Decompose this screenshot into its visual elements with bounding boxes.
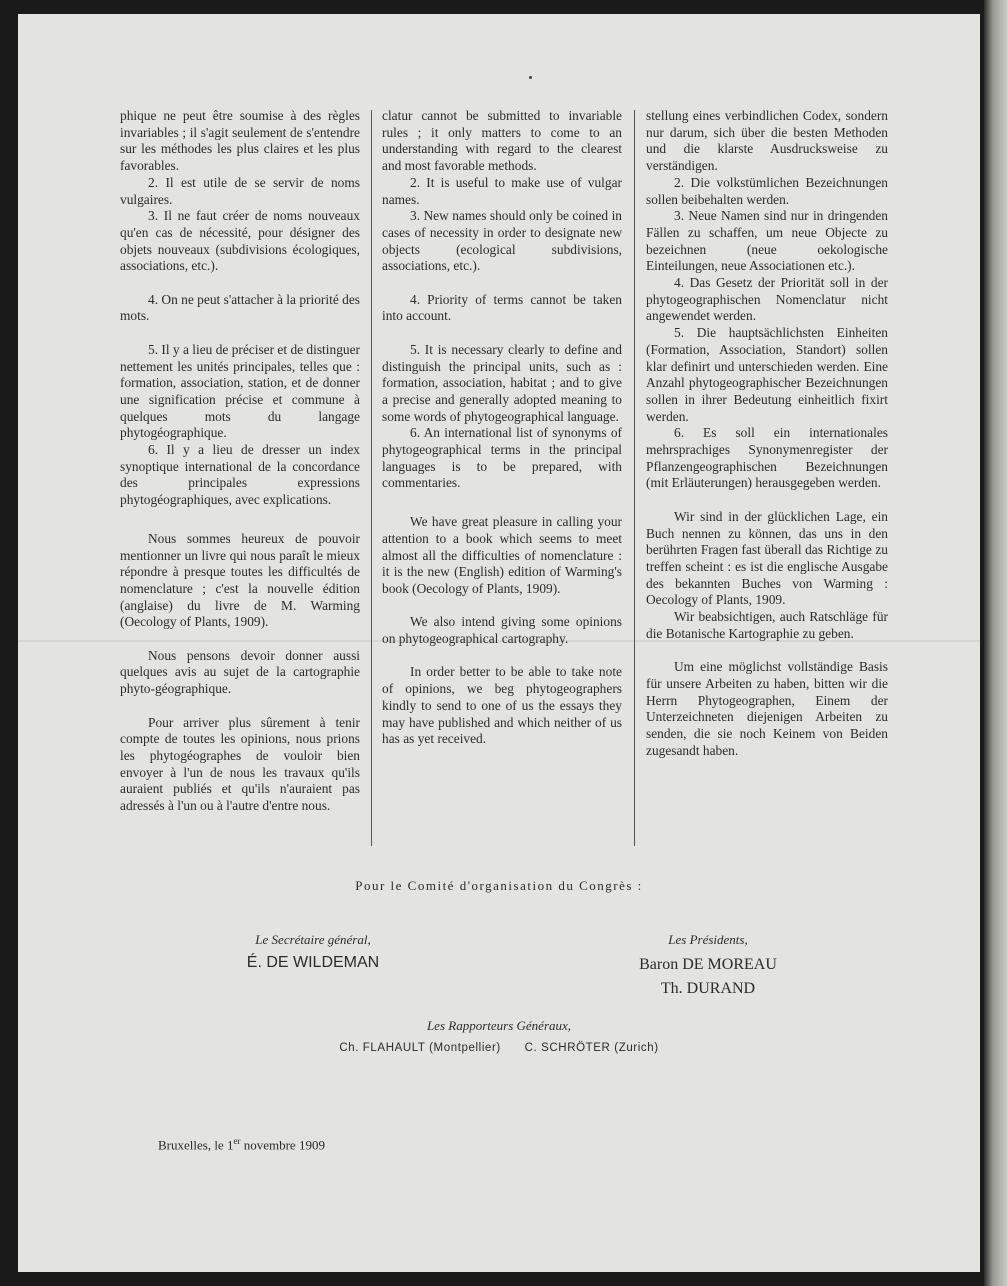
page-mark-dot [529, 76, 532, 79]
date-suffix: novembre 1909 [240, 1137, 325, 1153]
fr-para-6: Nous sommes heureux de pouvoir mentionner un livre qui nous paraît le mieux répondre à presque toutes les difficultés de nomenclature ; c'est la nouvelle édition (anglaise) du livre de M. Warming (Oecology of Plants, 1909). [120, 530, 360, 630]
de-para-1: 2. Die volkstümlichen Bezeichnungen sollen beibehalten werden. [646, 174, 888, 207]
committee-heading: Pour le Comité d'organisation du Congrès : [355, 878, 643, 893]
president-name-2: Th. DURAND [660, 980, 756, 997]
en-para-3: 4. Priority of terms cannot be taken into account. [382, 291, 622, 324]
de-para-3: 4. Das Gesetz der Priorität soll in der phytogeographischen Nomenclatur nicht angewendet werden. [646, 275, 888, 324]
fr-para-0: phique ne peut être soumise à des règles invariables ; il s'agit seulement de s'entendre sur les méthodes les plus claires et les plus favorables. [120, 108, 360, 174]
column-divider-1 [371, 110, 372, 846]
en-para-4: 5. It is necessary clearly to define and distinguish the principal units, such as : formation, association, habitat ; and to give a precise and generally adopted meaning to some words of phytogeographical language. [382, 341, 622, 424]
secretary-role: Le Secrétaire général, [255, 932, 371, 947]
en-para-6: We have great pleasure in calling your attention to a book which seems to meet almost all the difficulties of nomenclature : it is the new (English) edition of Warming's book (Oecology of Plants, 1909). [382, 514, 622, 596]
german-column [646, 108, 888, 759]
adjacent-page-edge [984, 0, 1007, 1286]
place-date [158, 1136, 325, 1153]
rapporteurs-names [18, 1042, 980, 1054]
de-para-7: Wir beabsichtigen, auch Ratschläge für die Botanische Kartographie zu geben. [646, 609, 888, 641]
en-para-0: clatur cannot be submitted to invariable rules ; it only matters to come to an understanding with regard to the clearest and most favorable methods. [382, 108, 622, 174]
president-name-1: Baron DE MOREAU [639, 956, 777, 973]
en-para-2: 3. New names should only be coined in cases of necessity in order to designate new objects (ecological subdivisions, associations, etc.). [382, 208, 622, 274]
date-prefix: Bruxelles, le 1 [158, 1137, 234, 1153]
fr-para-2: 3. Il ne faut créer de noms nouveaux qu'en cas de nécessité, pour désigner des objets nouveaux (subdivisions écologiques, associations, etc.). [120, 208, 360, 274]
de-para-5: 6. Es soll ein internationales mehrsprachiges Synonymenregister der Pflanzengeographischen Bezeichnungen (mit Erläuterungen) herausgegeben werden. [646, 425, 888, 491]
de-para-0: stellung eines verbindlichen Codex, sondern nur darum, sich über die besten Methoden und die klarste Ausdrucksweise zu verständigen. [646, 108, 888, 174]
rapporteurs-role: Les Rapporteurs Généraux, [426, 1018, 572, 1033]
presidents-role: Les Présidents, [668, 932, 748, 947]
document-page [18, 14, 980, 1272]
en-para-1: 2. It is useful to make use of vulgar names. [382, 174, 622, 207]
de-para-4: 5. Die hauptsächlichsten Einheiten (Formation, Association, Standort) sollen klar definirt und unterschieden werden. Eine Anzahl phytogeographischer Bezeichnungen sollen in ihrer Bedeutung einheitlich fixirt werden. [646, 325, 888, 424]
de-para-2: 3. Neue Namen sind nur in dringenden Fällen zu schaffen, um neue Objecte zu bezeichnen (neue oekologische Einteilungen, neue Associationen etc.). [646, 208, 888, 274]
fr-para-3: 4. On ne peut s'attacher à la priorité des mots. [120, 291, 360, 324]
french-column [120, 108, 360, 815]
fr-para-4: 5. Il y a lieu de préciser et de distinguer nettement les unités principales, telles que : formation, association, station, et de donner une signification précise et commune à quelques mots du langage phytogéographique. [120, 341, 360, 441]
de-para-6: Wir sind in der glücklichen Lage, ein Buch nennen zu können, das uns in den berührten Fragen fast überall das Richtige zu treffen scheint : es ist die englische Ausgabe des bekannten Buches von Warming : Oecology of Plants, 1909. [646, 508, 888, 608]
en-para-8: In order better to be able to take note of opinions, we beg phytogeographers kindly to send to one of us the essays they may have published and which neither of us has as yet received. [382, 664, 622, 747]
date-sup: er [233, 1136, 241, 1146]
rapporteur-name-1: Ch. FLAHAULT (Montpellier) [339, 1042, 501, 1054]
en-para-7: We also intend giving some opinions on phytogeographical cartography. [382, 614, 622, 647]
english-column [382, 108, 622, 748]
fr-para-8: Pour arriver plus sûrement à tenir compte de toutes les opinions, nous prions les phytogéographes de vouloir bien envoyer à l'un de nous les travaux qu'ils auraient publiés et qu'ils n'auraient pas adressés à l'un ou à l'autre d'entre nous. [120, 714, 360, 814]
column-divider-2 [634, 110, 635, 846]
secretary-name: É. DE WILDEMAN [246, 954, 380, 971]
en-para-5: 6. An international list of synonyms of phytogeographical terms in the principal languages is to be prepared, with commentaries. [382, 425, 622, 491]
fr-para-1: 2. Il est utile de se servir de noms vulgaires. [120, 174, 360, 207]
fr-para-5: 6. Il y a lieu de dresser un index synoptique international de la concordance des principales expressions phytogéographiques, avec explications. [120, 442, 360, 508]
fr-para-7: Nous pensons devoir donner aussi quelques avis au sujet de la cartographie phyto-géographique. [120, 647, 360, 697]
rapporteur-name-2: C. SCHRÖTER (Zurich) [524, 1042, 659, 1054]
de-para-8: Um eine möglichst vollständige Basis für unsere Arbeiten zu haben, bitten wir die Herrn Phytogeographen, Einem der Unterzeichneten diejenigen Arbeiten zu senden, die sie noch Keinem von Beiden zugesandt haben. [646, 659, 888, 758]
